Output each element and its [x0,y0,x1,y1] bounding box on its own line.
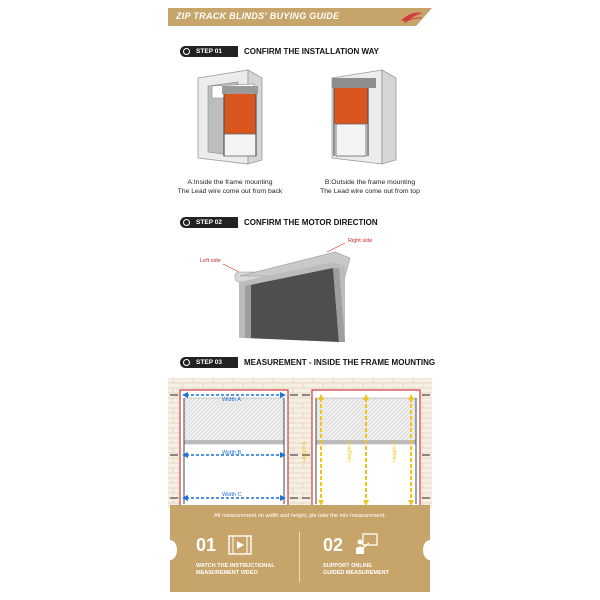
item1-number: 01 [196,535,217,555]
height-a-label: Height A [302,441,308,462]
install-a-line2: The Lead wire come out from back [177,188,283,195]
step-01-heading [180,46,420,57]
install-a-line1: A:Inside the frame mounting [187,179,273,186]
item2-line2: GUIDED MEASUREMENT [323,570,390,576]
step-03-heading [180,357,440,368]
step-02-title: CONFIRM THE MOTOR DIRECTION [244,218,378,227]
item1-caption[interactable] [196,563,275,577]
step-02-tag: STEP 02 [180,217,238,228]
video-icon[interactable] [228,535,252,555]
width-a-label: Width A [222,397,241,403]
width-b-label: Width B [222,450,242,456]
motor-left-label: Left side [200,258,221,264]
step-01-title: CONFIRM THE INSTALLATION WAY [244,47,379,56]
install-b-caption [300,178,440,196]
ticket-notch-right [423,540,437,560]
item2-caption[interactable] [323,563,389,577]
height-b-label: Height B [347,440,353,462]
install-b-line2: The Lead wire come out from top [320,188,420,195]
install-a-caption [160,178,300,196]
motor-right-label: Right side [348,238,373,244]
panel-divider [299,532,300,582]
motor-direction-illustration [195,238,395,348]
step-01-tag: STEP 01 [180,46,238,57]
item2-line1: SUPPORT ONLINE [323,563,372,569]
step-03-tag: STEP 03 [180,357,238,368]
inside-mount-illustration [196,68,268,166]
measurement-note: All measurement on width and height, pls take the min measurement. [214,513,386,519]
ticket-notch-left [163,540,177,560]
height-c-label: Height C [392,440,398,462]
brand-logo-icon [398,9,426,25]
width-c-label: Width C [222,492,242,498]
item1-line2: MEASUREMENT VIDEO [196,570,258,576]
item2-number: 02 [323,535,344,555]
step-02-heading [180,217,420,228]
online-support-icon[interactable] [355,533,379,555]
step-03-title: MEASUREMENT - INSIDE THE FRAME MOUNTING [244,358,436,367]
install-b-line1: B:Outside the frame mounting [324,179,416,186]
header-title: ZIP TRACK BLINDS' BUYING GUIDE [176,11,340,21]
outside-mount-illustration [330,68,402,166]
item1-line1: WATCH THE INSTRUCTIONAL [196,563,275,569]
